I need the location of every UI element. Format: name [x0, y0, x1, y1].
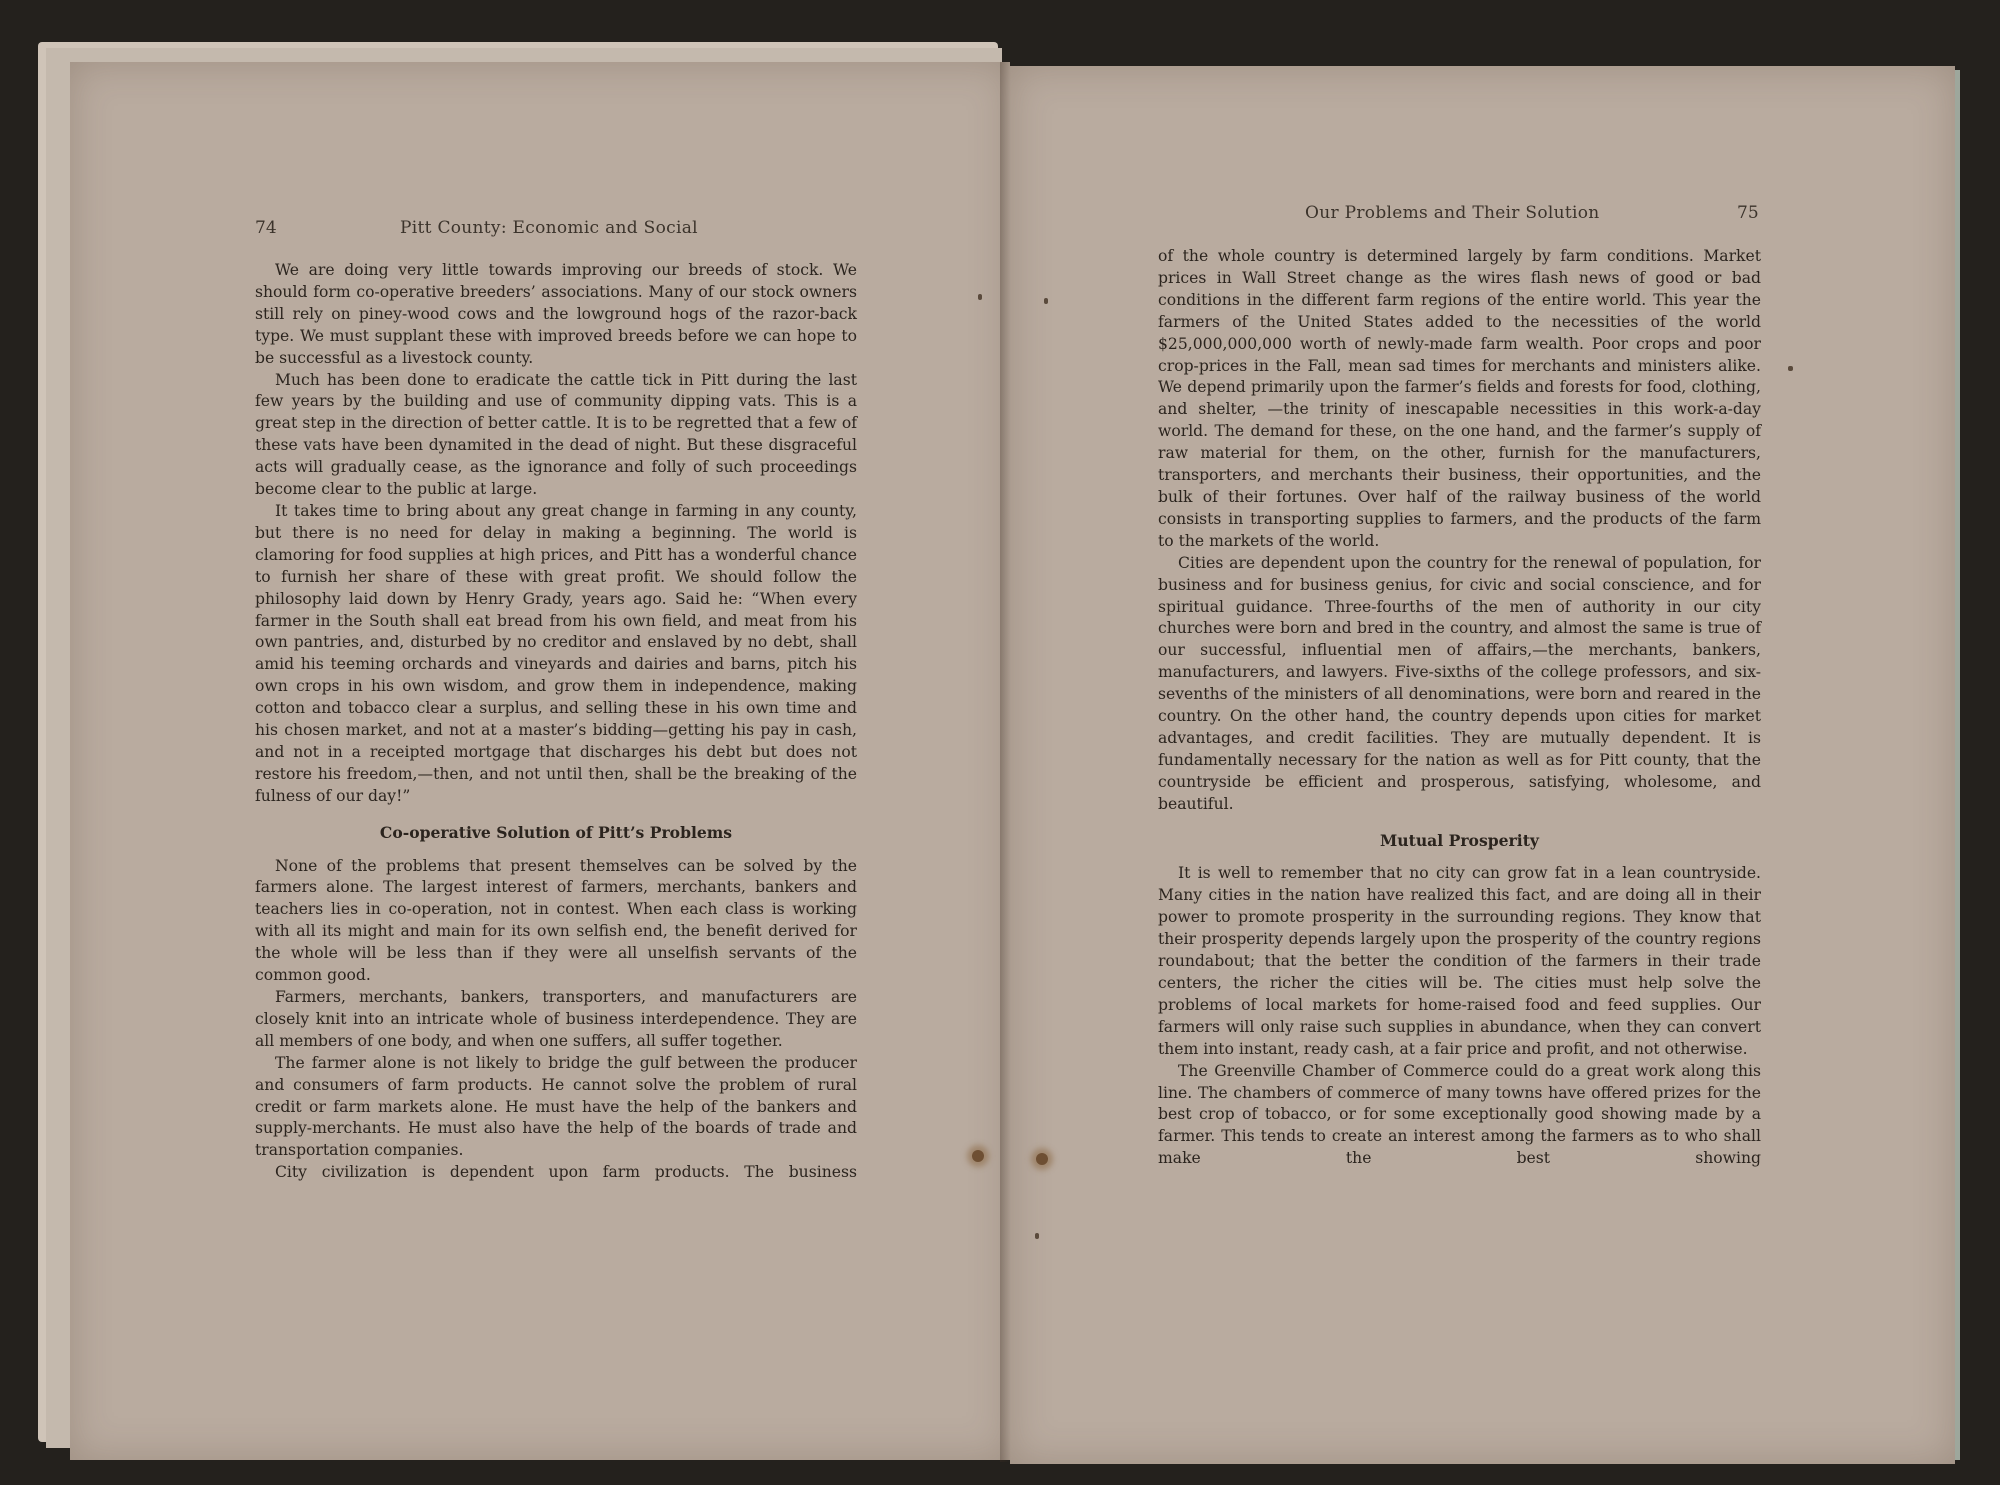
staple-hole [1036, 1153, 1048, 1165]
binding-mark [1788, 366, 1793, 371]
running-head-right: Our Problems and Their Solution [1305, 203, 1600, 223]
paragraph: Farmers, merchants, bankers, transporters, and manufacturers are closely knit into an intricate whole of business interdependence. They are all members of one body, and when one suffers, all suffer together. [255, 988, 857, 1050]
book-gutter [1000, 62, 1018, 1462]
section-heading: Mutual Prosperity [1380, 830, 1539, 850]
paragraph: of the whole country is determined largely by farm conditions. Market prices in Wall Street change as the wires flash news of good or bad conditions in the different farm regions of the entire world. This year the farmers of the United States added to the necessities of the world $25,000,000,000 worth of newly-made farm wealth. Poor crops and poor crop-prices in the Fall, mean sad times for merchants and ministers alike. We depend primarily upon the farmer’s fields and forests for food, clothing, and shelter, —the trinity of inescapable necessities in this work-a-day world. The demand for these, on the one hand, and the farmer’s supply of raw material for them, on the other, furnish for the manufacturers, transporters, and merchants their business, their opportunities, and the bulk of their fortunes. Over half of the railway business of the world consists in transporting supplies to farmers, and the products of the farm to the markets of the world. [1158, 247, 1761, 550]
paragraph: It takes time to bring about any great change in farming in any county, but there is no need for delay in making a beginning. The world is clamoring for food supplies at high prices, and Pitt has a wonderful chance to furnish her share of these with great profit. We should follow the philosophy laid down by Henry Grady, years ago. Said he: “When every farmer in the South shall eat bread from his own field, and meat from his own pantries, and, disturbed by no creditor and enslaved by no debt, shall amid his teeming orchards and vineyards and dairies and barns, pitch his own crops in his own wisdom, and grow them in independence, making cotton and tobacco clear a surplus, and selling these in his own time and his chosen market, and not at a master’s bidding—getting his pay in cash, and not in a receipted mortgage that discharges his debt but does not restore his freedom,—then, and not until then, shall be the breaking of the fulness of our day!” [255, 501, 857, 805]
paragraph: The farmer alone is not likely to bridge the gulf between the producer and consumers of farm products. He cannot solve the problem of rural credit or farm markets alone. He must have the help of the bankers and supply-merchants. He must also have the help of the boards of trade and transportation companies. [255, 1053, 857, 1160]
staple-hole [972, 1150, 984, 1162]
paragraph: City civilization is dependent upon farm products. The business [275, 1163, 857, 1182]
left-page-body [255, 260, 857, 1184]
paragraph: None of the problems that present themselves can be solved by the farmers alone. The largest interest of farmers, merchants, bankers and teachers lies in co-operation, not in contest. When each class is working with all its might and main for its own selfish end, the benefit derived for the whole will be less than if they were all unselfish servants of the common good. [255, 856, 857, 985]
paragraph: Cities are dependent upon the country for the renewal of population, for business and for business genius, for civic and social conscience, and for spiritual guidance. Three-fourths of the men of authority in our city churches were born and bred in the country, and almost the same is true of our successful, influential men of affairs,—the merchants, bankers, manufacturers, and lawyers. Five-sixths of the college professors, and six-sevenths of the ministers of all denominations, were born and reared in the country. On the other hand, the country depends upon cities for market advantages, and credit facilities. They are mutually dependent. It is fundamentally necessary for the nation as well as for Pitt county, that the countryside be efficient and prosperous, satisfying, wholesome, and beautiful. [1158, 553, 1761, 813]
paragraph: We are doing very little towards improving our breeds of stock. We should form co-operative breeders’ associations. Many of our stock owners still rely on piney-wood cows and the lowground hogs of the razor-back type. We must supplant these with improved breeds before we can hope to be successful as a livestock county. [255, 261, 857, 367]
page-number-right: 75 [1737, 203, 1759, 223]
paragraph: Much has been done to eradicate the cattle tick in Pitt during the last few years by the building and use of community dipping vats. This is a great step in the direction of better cattle. It is to be regretted that a few of these vats have been dynamited in the dead of night. But these disgraceful acts will gradually cease, as the ignorance and folly of such proceedings become clear to the public at large. [255, 370, 857, 499]
binding-mark [1044, 298, 1048, 304]
section-heading: Co-operative Solution of Pitt’s Problems [379, 822, 733, 842]
binding-mark [978, 294, 982, 300]
running-head-left: Pitt County: Economic and Social [400, 218, 698, 238]
right-page-body [1158, 246, 1761, 1170]
right-page-edge [1955, 70, 1960, 1460]
paragraph: The Greenville Chamber of Commerce could do a great work along this line. The chambers of commerce of many towns have offered prizes for the best crop of tobacco, or for some exceptionally good showing made by a farmer. This tends to create an interest among the farmers as to who shall make the best showing [1158, 1061, 1761, 1168]
binding-mark [1035, 1233, 1039, 1239]
paragraph: It is well to remember that no city can grow fat in a lean countryside. Many cities in the nation have realized this fact, and are doing all in their power to promote prosperity in the surrounding regions. They know that their prosperity depends largely upon the prosperity of the country regions roundabout; that the better the condition of the farmers in their trade centers, the richer the cities will be. The cities must help solve the problems of local markets for home-raised food and feed supplies. Our farmers will only raise such supplies in abundance, when they can convert them into instant, ready cash, at a fair price and profit, and not otherwise. [1158, 864, 1761, 1058]
page-number-left: 74 [255, 218, 277, 238]
